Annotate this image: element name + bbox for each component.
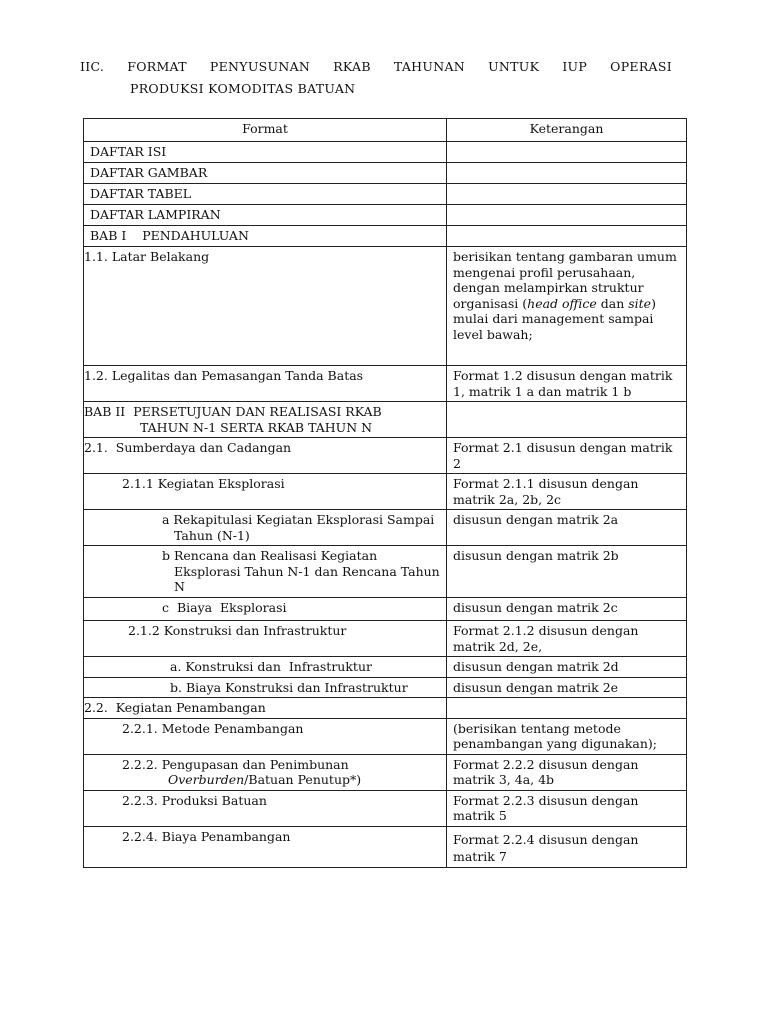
cell-format: 2.2.3. Produksi Batuan <box>84 790 447 826</box>
table-row <box>84 546 687 598</box>
format-table <box>83 118 687 868</box>
table-row <box>84 366 687 402</box>
cell-format: 2.2. Kegiatan Penambangan <box>84 698 447 719</box>
cell-keterangan <box>447 698 687 719</box>
cell-format: 2.1.2 Konstruksi dan Infrastruktur <box>84 621 447 657</box>
format-italic: Overburden <box>168 772 245 787</box>
table-row <box>84 598 687 621</box>
cell-keterangan <box>447 402 687 438</box>
cell-keterangan: disusun dengan matrik 2c <box>447 598 687 621</box>
cell-format <box>84 510 447 546</box>
cell-format: 1.1. Latar Belakang <box>84 247 447 366</box>
table-row <box>84 677 687 698</box>
cell-keterangan: Format 2.1.1 disusun dengan matrik 2a, 2b, 2c <box>447 474 687 510</box>
format-text: b Rencana dan Realisasi Kegiatan Eksplorasi Tahun N-1 dan Rencana Tahun N <box>162 548 440 594</box>
table-header-row <box>84 119 687 142</box>
table-row <box>84 247 687 366</box>
cell-keterangan: Format 2.2.3 disusun dengan matrik 5 <box>447 790 687 826</box>
cell-format: a. Konstruksi dan Infrastruktur <box>84 657 447 678</box>
cell-format: DAFTAR LAMPIRAN <box>84 205 447 226</box>
heading-number: IIC. <box>80 59 105 74</box>
ket-text: dan <box>596 295 629 311</box>
table-row <box>84 474 687 510</box>
format-text: b. Biaya Konstruksi dan Infrastruktur <box>170 679 408 695</box>
cell-keterangan: disusun dengan matrik 2d <box>447 657 687 678</box>
table-row <box>84 226 687 247</box>
header-keterangan: Keterangan <box>447 119 687 142</box>
heading-word: IUP <box>562 59 588 74</box>
heading-line-1 <box>80 56 672 78</box>
heading-word: FORMAT <box>127 59 187 74</box>
cell-format <box>84 754 447 790</box>
heading-line-2: PRODUKSI KOMODITAS BATUAN <box>130 81 356 96</box>
cell-keterangan <box>447 142 687 163</box>
cell-keterangan <box>447 184 687 205</box>
ket-italic: head office <box>527 295 597 311</box>
cell-keterangan: Format 2.1.2 disusun dengan matrik 2d, 2e, <box>447 621 687 657</box>
cell-format: 2.2.4. Biaya Penambangan <box>84 826 447 867</box>
cell-keterangan: Format 2.1 disusun dengan matrik 2 <box>447 438 687 474</box>
cell-format: DAFTAR GAMBAR <box>84 163 447 184</box>
heading-word: OPERASI <box>610 59 672 74</box>
cell-keterangan <box>447 226 687 247</box>
format-text: 2.2.2. Pengupasan dan Penimbunan <box>122 756 349 772</box>
heading-word: UNTUK <box>488 59 540 74</box>
cell-format: DAFTAR ISI <box>84 142 447 163</box>
cell-format: c Biaya Eksplorasi <box>84 598 447 621</box>
heading-word: RKAB <box>333 59 371 74</box>
cell-format: 2.2.1. Metode Penambangan <box>84 718 447 754</box>
cell-keterangan <box>447 205 687 226</box>
table-row <box>84 438 687 474</box>
section-heading <box>80 56 672 100</box>
cell-keterangan: disusun dengan matrik 2a <box>447 510 687 546</box>
table-row <box>84 657 687 678</box>
cell-keterangan: Format 2.2.2 disusun dengan matrik 3, 4a, 4b <box>447 754 687 790</box>
cell-format: 2.1. Sumberdaya dan Cadangan <box>84 438 447 474</box>
table-row <box>84 698 687 719</box>
heading-word: PENYUSUNAN <box>209 59 311 74</box>
cell-format <box>84 402 447 438</box>
cell-format: 2.1.1 Kegiatan Eksplorasi <box>84 474 447 510</box>
table-row <box>84 754 687 790</box>
ket-text: ) mulai dari management sampai level bawah; <box>453 295 656 342</box>
cell-keterangan: Format 1.2 disusun dengan matrik 1, matrik 1 a dan matrik 1 b <box>447 366 687 402</box>
bab2-line-2: TAHUN N-1 SERTA RKAB TAHUN N <box>140 419 373 435</box>
ket-text: berisikan tentang gambaran umum mengenai profil perusahaan, dengan melampirkan struktur organisasi ( <box>453 249 677 311</box>
table-row <box>84 790 687 826</box>
cell-keterangan: disusun dengan matrik 2b <box>447 546 687 598</box>
cell-keterangan <box>447 247 687 366</box>
format-text: /Batuan Penutup*) <box>244 772 362 787</box>
bab2-line-1: BAB II PERSETUJUAN DAN REALISASI RKAB <box>84 404 382 419</box>
cell-format: 1.2. Legalitas dan Pemasangan Tanda Batas <box>84 366 447 402</box>
table-row <box>84 163 687 184</box>
table-row <box>84 826 687 867</box>
table-row <box>84 510 687 546</box>
cell-format <box>84 546 447 598</box>
ket-italic: site <box>628 295 652 311</box>
cell-format <box>84 677 447 698</box>
table-row <box>84 621 687 657</box>
header-format: Format <box>84 119 447 142</box>
cell-format: BAB I PENDAHULUAN <box>84 226 447 247</box>
table-row <box>84 184 687 205</box>
cell-keterangan: (berisikan tentang metode penambangan yang digunakan); <box>447 718 687 754</box>
table-row <box>84 718 687 754</box>
table-row <box>84 205 687 226</box>
heading-word: TAHUNAN <box>393 59 466 74</box>
cell-format: DAFTAR TABEL <box>84 184 447 205</box>
format-text: a Rekapitulasi Kegiatan Eksplorasi Sampai Tahun (N-1) <box>162 512 435 543</box>
cell-keterangan: disusun dengan matrik 2e <box>447 677 687 698</box>
table-row <box>84 402 687 438</box>
table-row <box>84 142 687 163</box>
cell-keterangan <box>447 163 687 184</box>
cell-keterangan: Format 2.2.4 disusun dengan matrik 7 <box>447 826 687 867</box>
